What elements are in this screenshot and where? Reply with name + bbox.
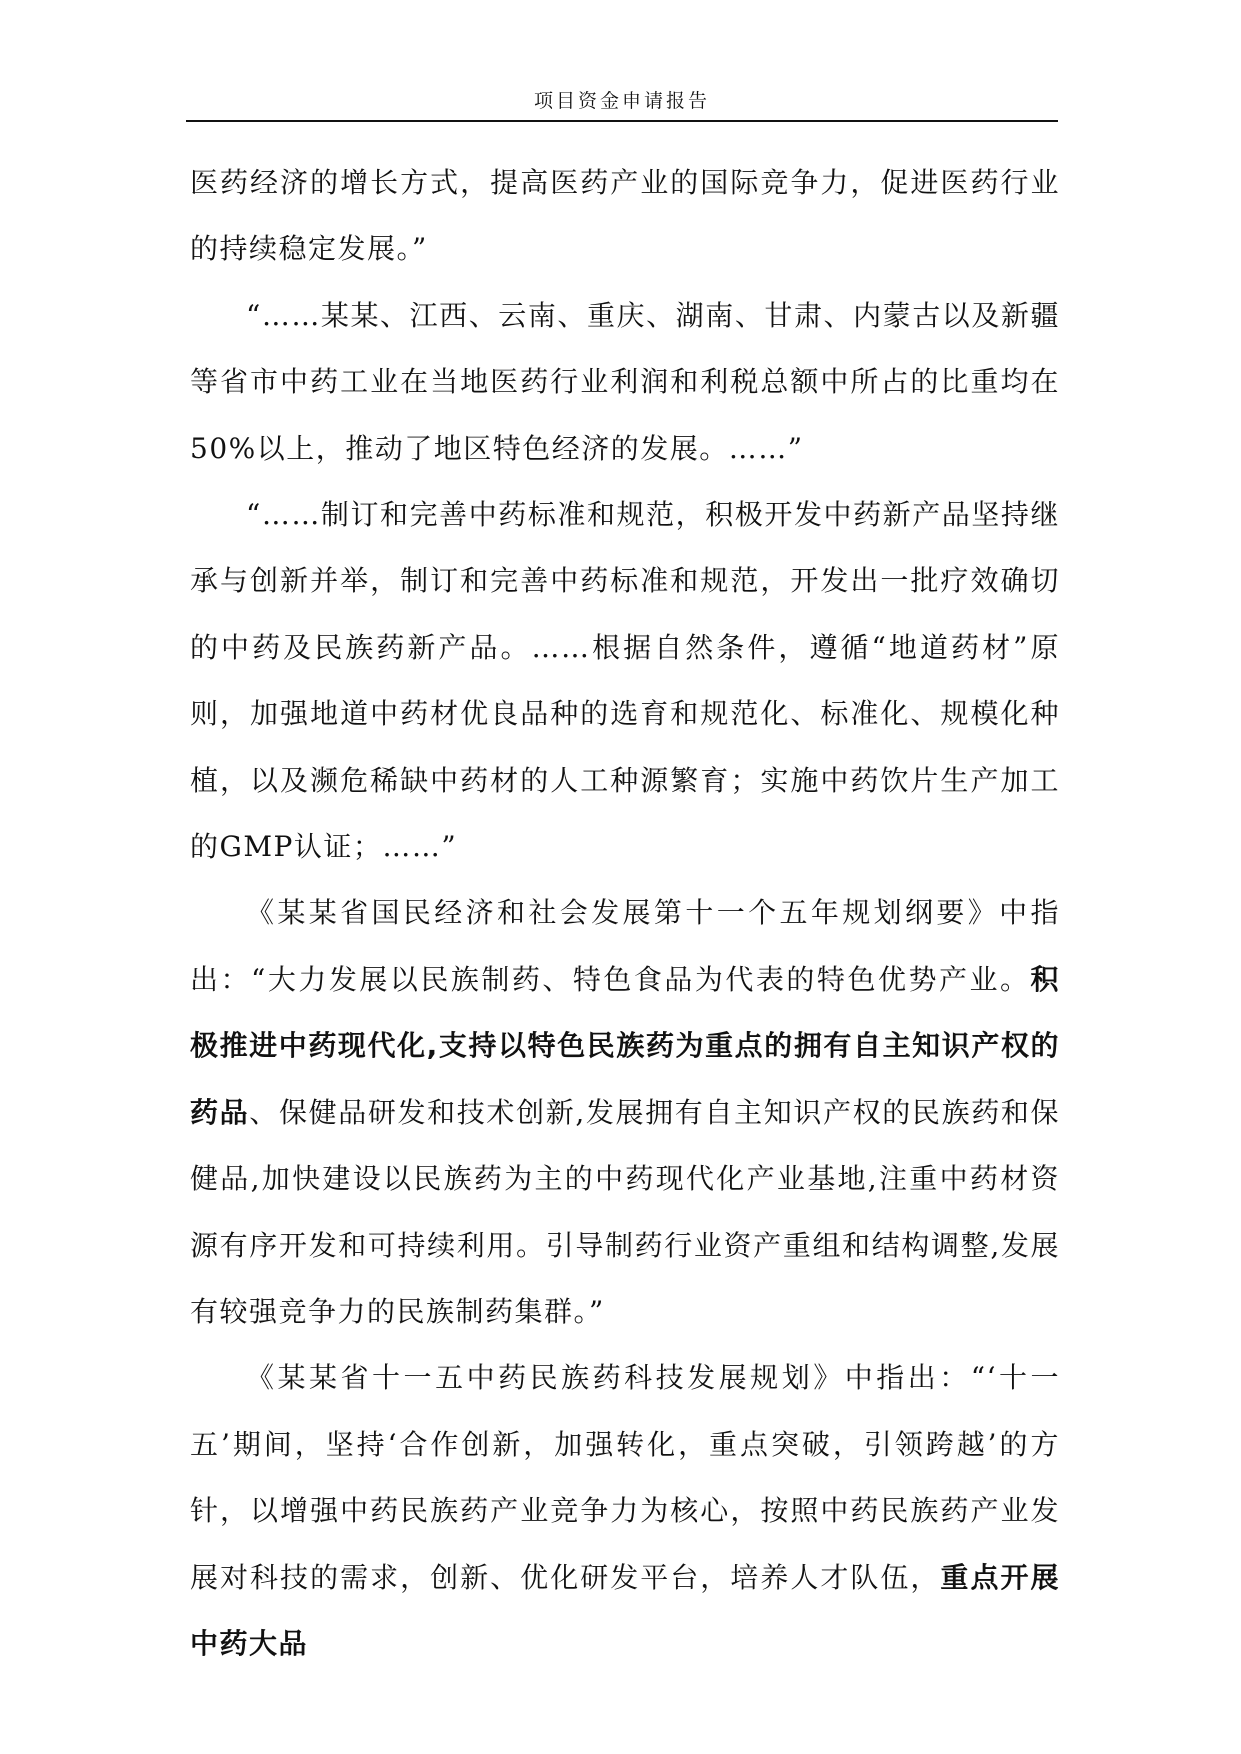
paragraph-4-lead: 《某某省国民经济和社会发展第十一个五年规划纲要》中指出：“大力发展以民族制药、特色食品为代表的特色优势产业。 <box>190 896 1060 996</box>
paragraph-4 <box>190 880 1060 1345</box>
header-divider <box>186 120 1058 122</box>
paragraph-3: “……制订和完善中药标准和规范，积极开发中药新产品坚持继承与创新并举，制订和完善中药标准和规范，开发出一批疗效确切的中药及民族药新产品。……根据自然条件，遵循“地道药材”原则，加强地道中药材优良品种的选育和规范化、标准化、规模化种植，以及濒危稀缺中药材的人工种源繁育；实施中药饮片生产加工的GMP认证；……” <box>190 498 1060 864</box>
document-body <box>190 150 1060 1677</box>
paragraph-4-tail: 、保健品研发和技术创新,发展拥有自主知识产权的民族药和保健品,加快建设以民族药为主的中药现代化产业基地,注重中药材资源有序开发和可持续利用。引导制药行业资产重组和结构调整,发展有较强竞争力的民族制药集群。” <box>190 1095 1060 1328</box>
paragraph-5-bold: 重点开展中药大品 <box>190 1560 1060 1660</box>
paragraph-1: 医药经济的增长方式，提高医药产业的国际竞争力，促进医药行业的持续稳定发展。” <box>190 166 1060 266</box>
paragraph-2: “……某某、江西、云南、重庆、湖南、甘肃、内蒙古以及新疆等省市中药工业在当地医药行业利润和利税总额中所占的比重均在50%以上，推动了地区特色经济的发展。……” <box>190 298 1060 465</box>
paragraph-4-bold: 积极推进中药现代化,支持以特色民族药为重点的拥有自主知识产权的药品 <box>190 962 1060 1129</box>
page-header-title: 项目资金申请报告 <box>533 90 710 112</box>
paragraph-5-lead: 《某某省十一五中药民族药科技发展规划》中指出：“‘十一五’期间，坚持‘合作创新，加强转化，重点突破，引领跨越’的方针，以增强中药民族药产业竞争力为核心，按照中药民族药产业发展对科技的需求，创新、优化研发平台，培养人才队伍， <box>190 1361 1060 1594</box>
paragraph-5 <box>190 1345 1060 1677</box>
